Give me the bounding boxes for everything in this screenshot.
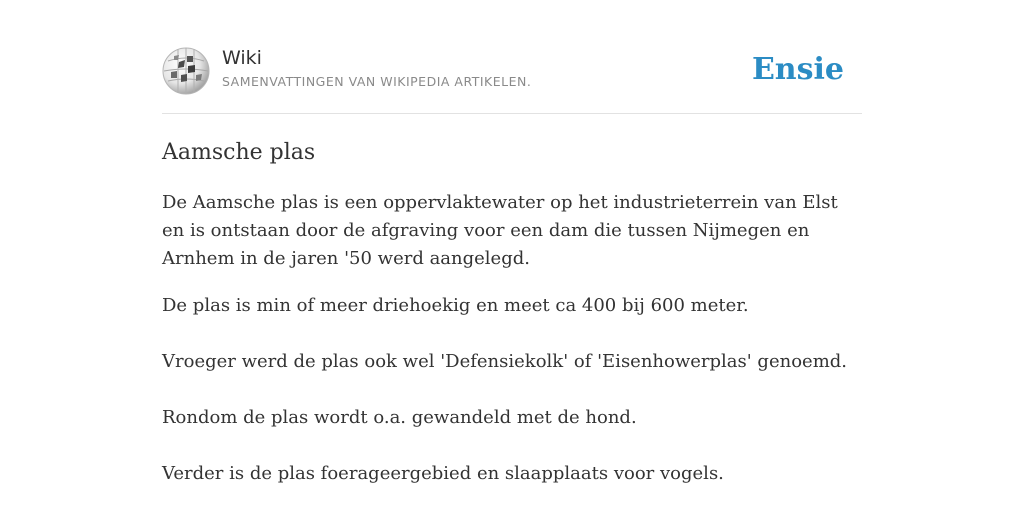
site-header xyxy=(162,44,862,114)
article-paragraph: Rondom de plas wordt o.a. gewandeld met de hond. xyxy=(162,407,637,428)
article-paragraph: De Aamsche plas is een oppervlaktewater op het industrieterrein van Elst en is ontstaan door de afgraving voor een dam die tussen Nijmegen en Arnhem in de jaren '50 werd aangelegd. xyxy=(162,192,838,269)
site-name[interactable]: Wiki xyxy=(222,47,262,69)
brand-logo-link[interactable]: Ensie xyxy=(751,52,844,87)
site-tagline: SAMENVATTINGEN VAN WIKIPEDIA ARTIKELEN. xyxy=(222,74,532,89)
article-title: Aamsche plas xyxy=(162,140,316,165)
article-content xyxy=(162,136,862,488)
article-paragraph: De plas is min of meer driehoekig en meet ca 400 bij 600 meter. xyxy=(162,295,749,316)
wikipedia-globe-icon[interactable] xyxy=(162,47,210,95)
article-paragraph: Verder is de plas foerageergebied en slaapplaats voor vogels. xyxy=(162,463,724,484)
article-paragraph: Vroeger werd de plas ook wel 'Defensiekolk' of 'Eisenhowerplas' genoemd. xyxy=(162,351,848,372)
